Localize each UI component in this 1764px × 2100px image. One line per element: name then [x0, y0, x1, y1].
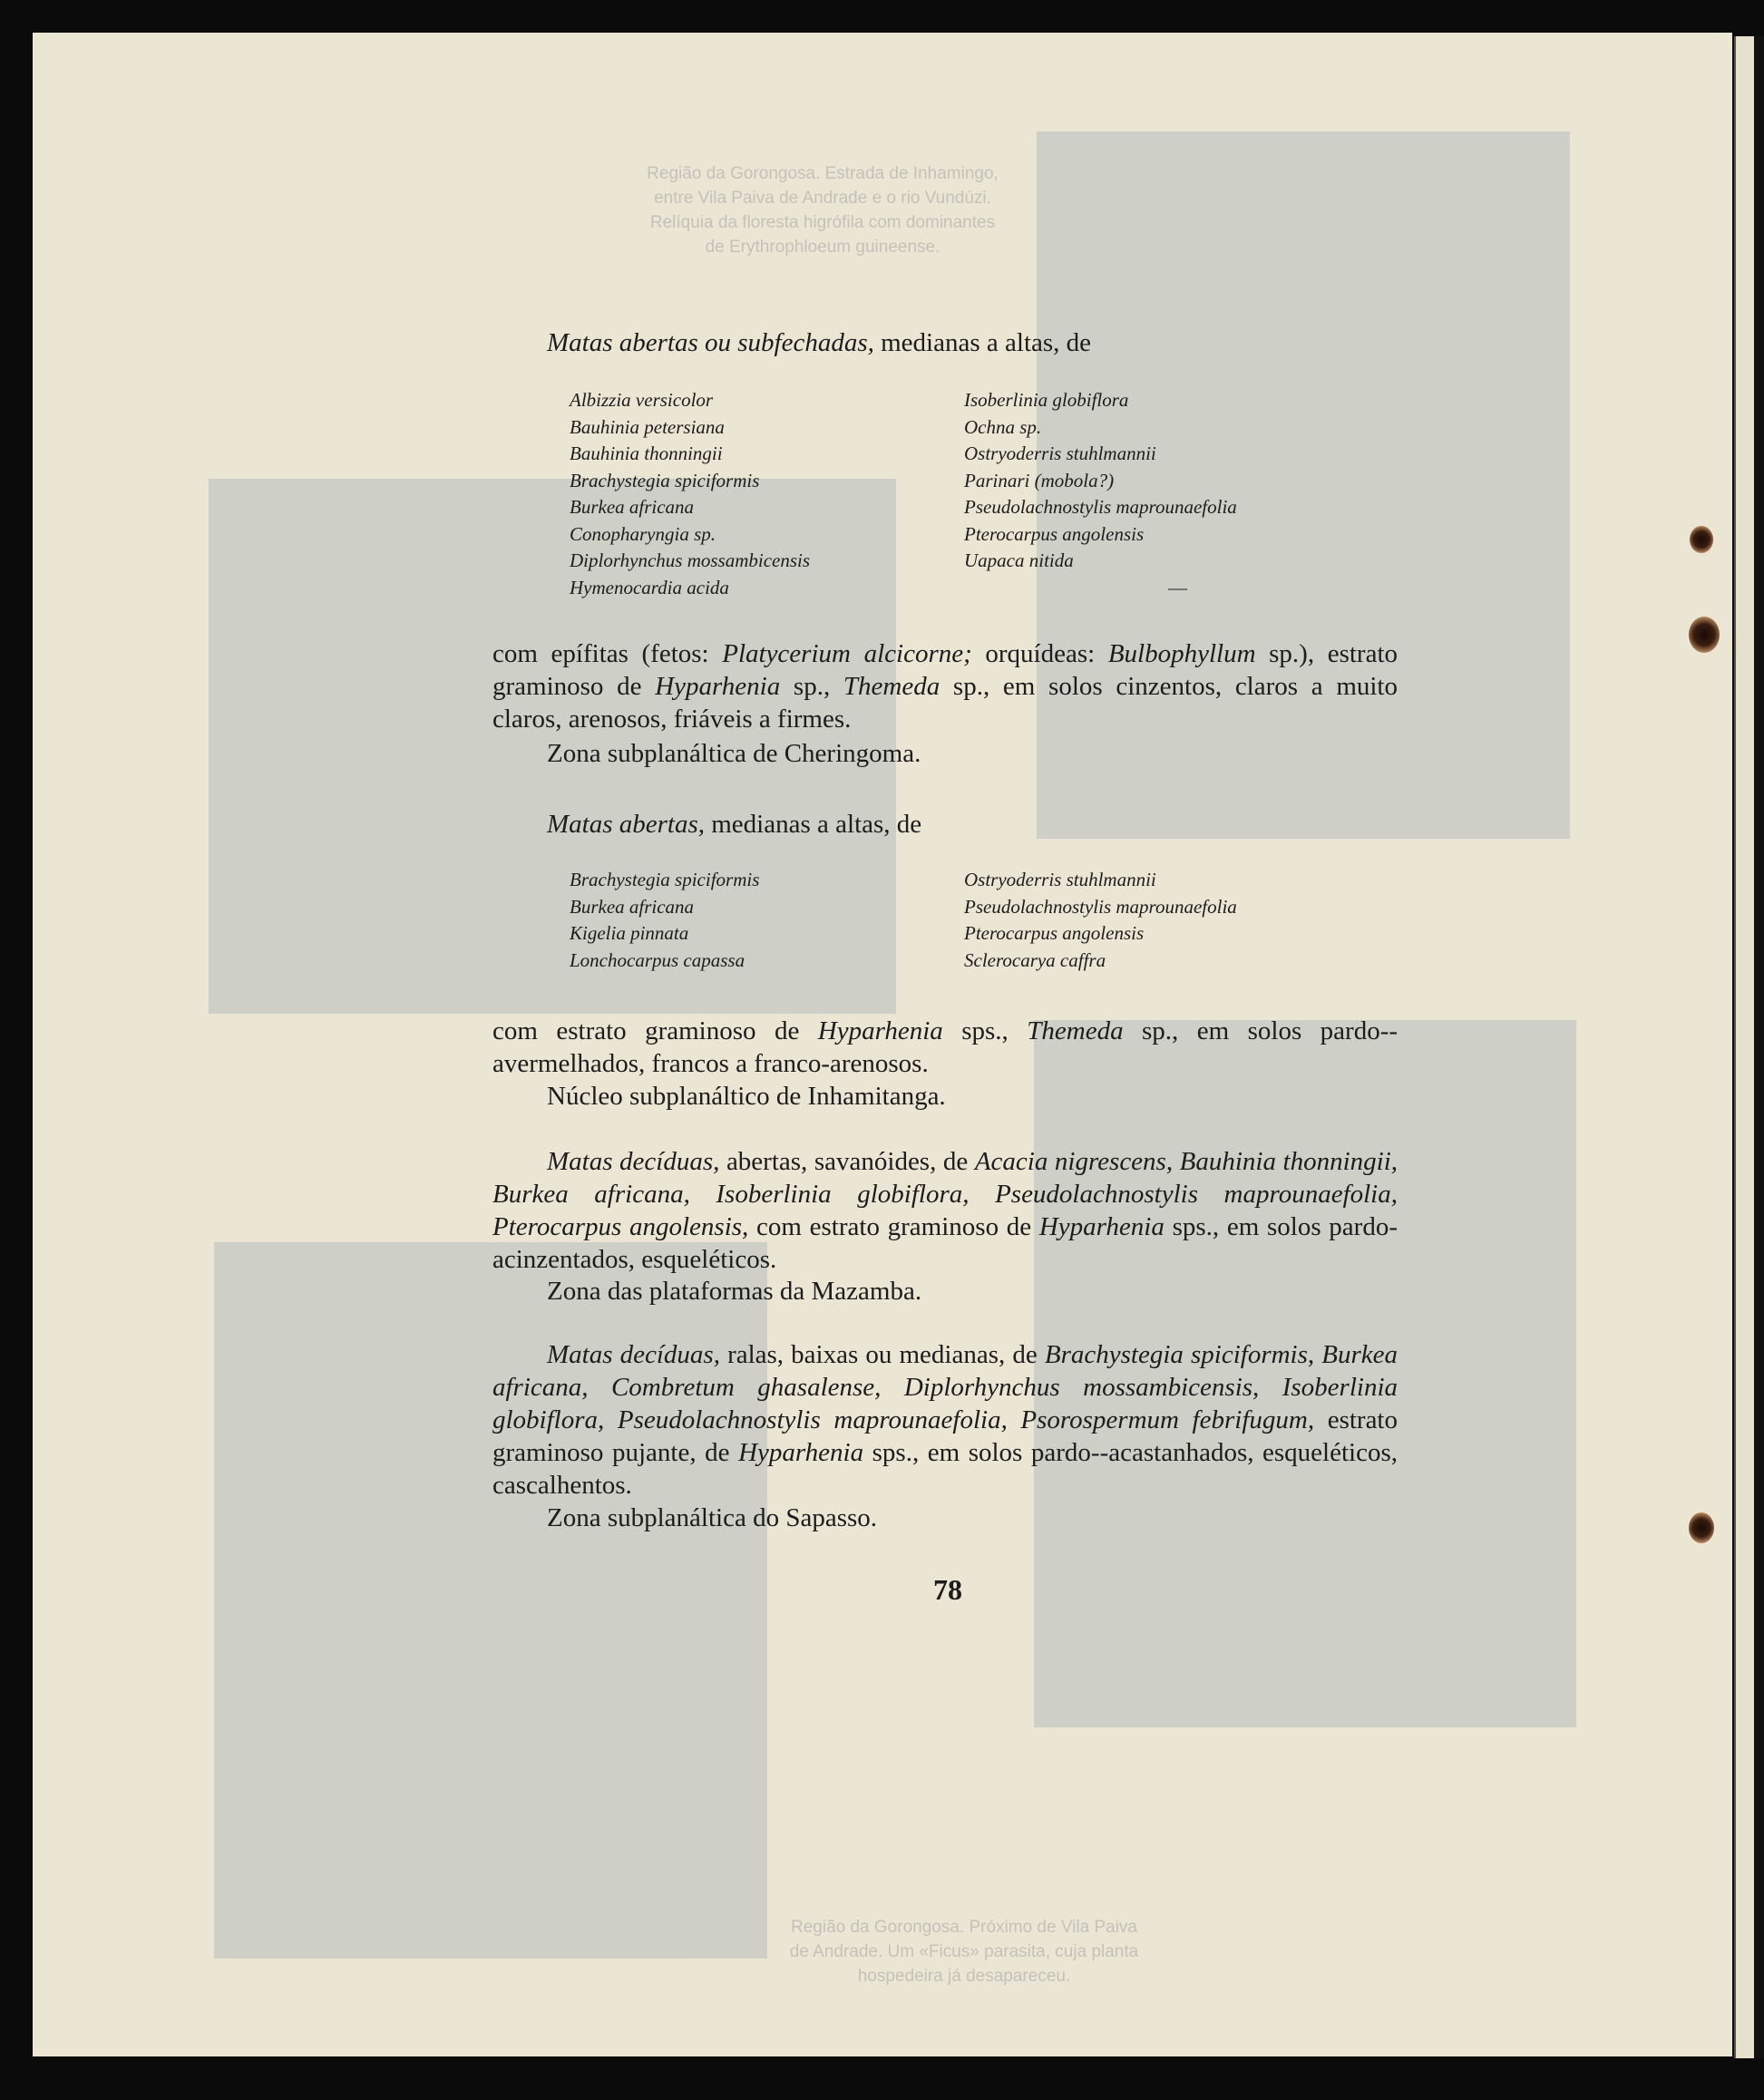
bleed-caption-bottom: Região da Gorongosa. Próximo de Vila Paiva de Andrade. Um «Ficus» parasita, cuja planta hospedeira já desapareceu. [789, 1918, 1139, 1986]
section1-species-left [570, 387, 810, 601]
species-item: Ostryoderris stuhlmannii [964, 442, 1156, 464]
species-item: Sclerocarya caffra [964, 948, 1106, 971]
species-item: Albizzia versicolor [570, 389, 714, 411]
species-item: Diplorhynchus mossambicensis [570, 549, 811, 571]
species-dash: — [1168, 576, 1187, 598]
section1-heading: Matas abertas ou subfechadas, medianas a altas, de [547, 328, 1092, 357]
species-item: Parinari (mobola?) [964, 469, 1115, 491]
species-item: Burkea africana [570, 895, 695, 918]
species-item: Isoberlinia globiflora [964, 389, 1129, 411]
bleed-caption-top: Região da Gorongosa. Estrada de Inhamingo, entre Vila Paiva de Andrade e o rio Vundúzi. Relíquia da floresta higrófila com dominantes de Erythrophloeum guineense. [647, 164, 999, 257]
species-item: Brachystegia spiciformis [570, 469, 760, 491]
section2-zone: Núcleo subplanáltico de Inhamitanga. [547, 1082, 946, 1111]
species-item: Brachystegia spiciformis [570, 869, 760, 890]
section4-zone: Zona subplanáltica do Sapasso. [547, 1503, 878, 1532]
species-item: Lonchocarpus capassa [570, 948, 746, 971]
species-item: Pterocarpus angolensis [964, 922, 1145, 944]
section1-description: com epífitas (fetos: Platycerium alcicorne; orquídeas: Bulbophyllum sp.), estrato graminoso de Hyparhenia sp., Themeda sp., em solos cinzentos, claros a muito claros, arenosos, friáveis a firmes. [492, 639, 1398, 734]
section3-description: Matas decíduas, abertas, savanóides, de Acacia nigrescens, Bauhinia thonningii, Burkea africana, Isoberlinia globiflora, Pseudolachnostylis maprounaefolia, Pterocarpus angolensis, com estrato graminoso de Hyparhenia sps., em solos pardo-acinzentados, esqueléticos. [492, 1147, 1398, 1274]
section1-species-right [964, 387, 1237, 601]
species-item: Kigelia pinnata [570, 922, 689, 944]
species-item: Ostryoderris stuhlmannii [964, 869, 1156, 890]
section1-zone: Zona subplanáltica de Cheringoma. [547, 739, 921, 768]
species-item: Conopharyngia sp. [570, 522, 716, 545]
page-number: 78 [933, 1573, 962, 1606]
section2-heading: Matas abertas, medianas a altas, de [547, 810, 922, 839]
species-item: Pseudolachnostylis maprounaefolia [964, 895, 1237, 918]
species-item: Bauhinia petersiana [570, 415, 725, 438]
species-item: Hymenocardia acida [570, 576, 729, 598]
section2-description: com estrato graminoso de Hyparhenia sps., Themeda sp., em solos pardo--avermelhados, francos a franco-arenosos. [492, 1016, 1399, 1078]
species-item: Pseudolachnostylis maprounaefolia [964, 496, 1237, 518]
species-item: Burkea africana [570, 496, 695, 518]
species-item: Uapaca nitida [964, 549, 1074, 571]
species-item: Bauhinia thonningii [570, 442, 723, 464]
section2-species-right [964, 867, 1237, 974]
section2-species-left [570, 867, 759, 974]
species-item: Ochna sp. [964, 415, 1042, 438]
section4-description: Matas decíduas, ralas, baixas ou medianas, de Brachystegia spiciformis, Burkea africana, Combretum ghasalense, Diplorhynchus mossambicensis, Isoberlinia globiflora, Pseudolachnostylis maprounaefolia, Psorospermum febrifugum, estrato graminoso pujante, de Hyparhenia sps., em solos pardo--acastanhados, esqueléticos, cascalhentos. [492, 1340, 1398, 1500]
species-item: Pterocarpus angolensis [964, 522, 1145, 545]
section3-zone: Zona das plataformas da Mazamba. [547, 1277, 922, 1306]
